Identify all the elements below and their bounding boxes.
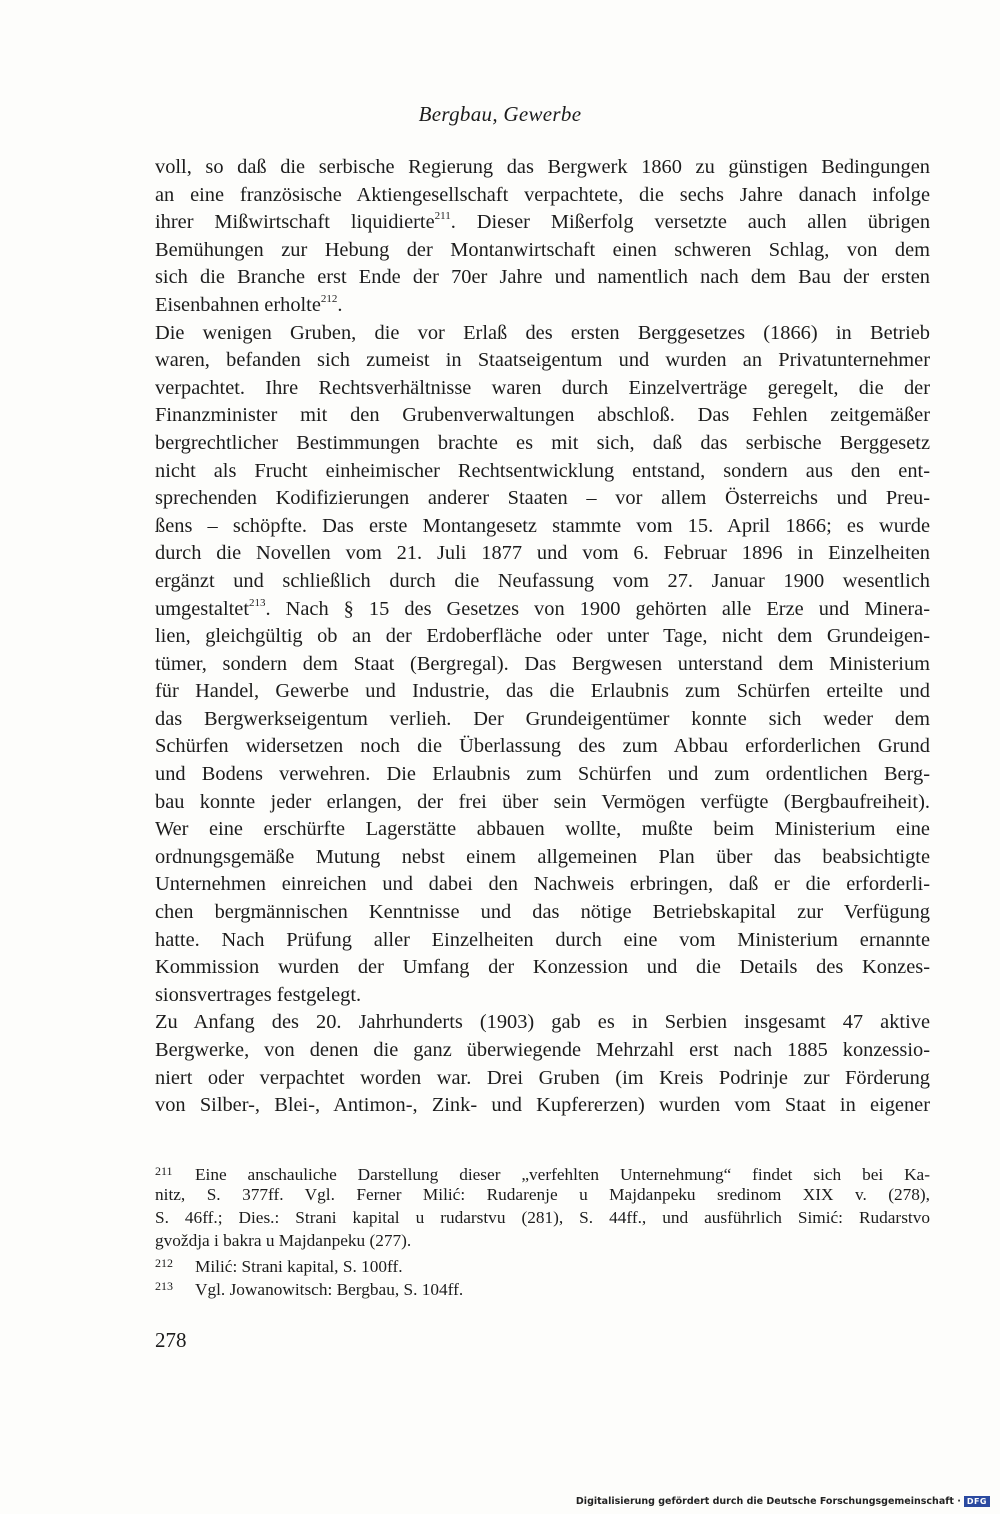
- body-line: [155, 899, 930, 927]
- body-line-text: von Silber-, Blei-, Antimon-, Zink- und Kupfererzen) wurden vom Staat in eigener: [155, 1094, 930, 1117]
- body-line-text: Bergwerke, von denen die ganz überwiegende Mehrzahl erst nach 1885 konzessio-: [155, 1039, 930, 1061]
- body-line: [155, 568, 930, 596]
- body-line: [155, 458, 930, 486]
- footnote-ref[interactable]: 212: [320, 292, 338, 305]
- page-number: 278: [155, 1328, 187, 1352]
- body-line-text: hatte. Nach Prüfung aller Einzelheiten durch eine vom Ministerium ernannte: [155, 928, 930, 951]
- footnote-line: [155, 1252, 930, 1275]
- body-text: [155, 154, 930, 1120]
- footnote-text: Vgl. Jowanowitsch: Bergbau, S. 104ff.: [195, 1280, 464, 1299]
- body-line-text: ergänzt und schließlich durch die Neufassung vom 27. Januar 1900 wesentlich: [155, 569, 930, 592]
- body-line: [155, 678, 930, 706]
- body-line: [155, 651, 930, 679]
- body-line-text: verpachtet. Ihre Rechtsverhältnisse waren durch Einzelverträge geregelt, die der: [155, 376, 930, 399]
- footer-text: Digitalisierung gefördert durch die Deutsche Forschungsgemeinschaft ·: [575, 1496, 961, 1507]
- body-line: [155, 816, 930, 844]
- footnote-ref[interactable]: 211: [434, 210, 451, 223]
- footnote-number: 212: [155, 1256, 173, 1270]
- body-line-text: umgestaltet: [155, 597, 249, 620]
- body-line-text: das Bergwerkseigentum verlieh. Der Grundeigentümer konnte sich weder dem: [155, 707, 930, 730]
- body-line-text: durch die Novellen vom 21. Juli 1877 und vom 6. Februar 1896 in Einzelheiten: [155, 542, 930, 565]
- body-line: [155, 320, 930, 348]
- body-line-text: bergrechtlicher Bestimmungen brachte es mit sich, daß das serbische Berggesetz: [155, 431, 930, 454]
- body-line-text: sionsvertrages festgelegt.: [155, 983, 362, 1006]
- body-line: [155, 927, 930, 955]
- body-line: [155, 789, 930, 817]
- footnote-text: nitz, S. 377ff. Vgl. Ferner Milić: Rudarenje u Majdanpeku sredinom XIX v. (278),: [155, 1185, 930, 1204]
- body-line-text: sich die Branche erst Ende der 70er Jahre und namentlich nach dem Bau der ersten: [155, 266, 930, 289]
- footnote-line: [155, 1275, 930, 1298]
- body-line-text: Unternehmen einreichen und dabei den Nachweis erbringen, daß er die erforderli-: [155, 873, 930, 896]
- body-line-text: lien, gleichgültig ob an der Erdoberfläche oder unter Tage, nicht dem Grundeigen-: [155, 625, 930, 648]
- footnote-line: [155, 1183, 930, 1206]
- body-line: [155, 1065, 930, 1093]
- body-line: [155, 1037, 930, 1065]
- body-line-text: niert oder verpachtet worden war. Drei Gruben (im Kreis Podrinje zur Förderung: [155, 1066, 930, 1089]
- body-line: [155, 209, 930, 237]
- body-line-text: an eine französische Aktiengesellschaft verpachtete, die sechs Jahre danach infolge: [155, 183, 930, 206]
- footnote-text: Milić: Strani kapital, S. 100ff.: [195, 1257, 403, 1276]
- body-line-text: waren, befanden sich zumeist in Staatseigentum und wurden an Privatunternehmer: [155, 349, 930, 372]
- body-line-text: Eisenbahnen erholte: [155, 293, 321, 316]
- body-line-text: ordnungsgemäße Mutung nebst einem allgemeinen Plan über das beabsichtigte: [155, 845, 930, 868]
- body-line: [155, 513, 930, 541]
- body-line: [155, 485, 930, 513]
- body-line: [155, 154, 930, 182]
- body-line-text: nicht als Frucht einheimischer Rechtsentwicklung entstand, sondern aus den ent-: [155, 459, 930, 482]
- body-line-text: ihrer Mißwirtschaft liquidierte: [155, 211, 435, 234]
- body-line-text: ßens – schöpfte. Das erste Montangesetz stammte vom 15. April 1866; es wurde: [155, 514, 930, 537]
- body-line-text: tümer, sondern dem Staat (Bergregal). Das Bergwesen unterstand dem Ministerium: [155, 652, 930, 675]
- body-line-text: Schürfen widersetzen noch die Überlassung des zum Abbau erforderlichen Grund: [155, 735, 930, 758]
- body-line: [155, 347, 930, 375]
- body-line: [155, 733, 930, 761]
- body-line-text: bau konnte jeder erlangen, der frei über sein Vermögen verfügte (Bergbaufreiheit).: [155, 790, 930, 813]
- body-line: [155, 540, 930, 568]
- body-line: [155, 623, 930, 651]
- body-line: [155, 430, 930, 458]
- body-line: [155, 596, 930, 624]
- body-line: [155, 844, 930, 872]
- dfg-logo: DFG: [964, 1496, 990, 1507]
- body-line-text: Finanzminister mit den Grubenverwaltungen abschloß. Das Fehlen zeitgemäßer: [155, 404, 930, 427]
- body-line: [155, 982, 930, 1010]
- body-line-text: . Dieser Mißerfolg versetzte auch allen übrigen: [450, 211, 931, 234]
- body-line-text: Die wenigen Gruben, die vor Erlaß des ersten Berggesetzes (1866) in Betrieb: [155, 321, 930, 344]
- body-line: [155, 182, 930, 210]
- footnote-number: 213: [155, 1279, 173, 1293]
- body-line: [155, 292, 930, 320]
- footnote-text: S. 46ff.; Dies.: Strani kapital u rudarstvu (281), S. 44ff., und ausführlich Simić: Rudarstvo: [155, 1208, 930, 1227]
- body-line: [155, 871, 930, 899]
- body-line-text: und Bodens verwehren. Die Erlaubnis zum Schürfen und zum ordentlichen Berg-: [155, 763, 930, 786]
- body-line-text: Bemühungen zur Hebung der Montanwirtschaft einen schweren Schlag, von dem: [155, 238, 930, 261]
- body-line-text: sprechenden Kodifizierungen anderer Staaten – vor allem Österreichs und Preu-: [155, 487, 930, 510]
- footnote-line: [155, 1160, 930, 1183]
- footnotes: [155, 1160, 930, 1298]
- footnote-ref[interactable]: 213: [249, 596, 266, 609]
- body-line: [155, 264, 930, 292]
- body-line: [155, 375, 930, 403]
- dfg-footer: [576, 1496, 990, 1507]
- footnote-line: [155, 1206, 930, 1229]
- body-line: [155, 706, 930, 734]
- footnote-text: Eine anschauliche Darstellung dieser „verfehlten Unternehmung“ findet sich bei Ka-: [195, 1165, 930, 1184]
- body-line: [155, 237, 930, 265]
- body-line-text: Zu Anfang des 20. Jahrhunderts (1903) gab es in Serbien insgesamt 47 aktive: [155, 1011, 930, 1034]
- footnote-line: [155, 1229, 930, 1252]
- body-line: [155, 1092, 930, 1120]
- body-line-text: Wer eine erschürfte Lagerstätte abbauen wollte, mußte beim Ministerium eine: [155, 818, 930, 841]
- body-line-text: chen bergmännischen Kenntnisse und das nötige Betriebskapital zur Verfügung: [155, 901, 930, 924]
- body-line: [155, 402, 930, 430]
- body-line: [155, 761, 930, 789]
- body-line-text: für Handel, Gewerbe und Industrie, das die Erlaubnis zum Schürfen erteilte und: [155, 680, 930, 703]
- body-line: [155, 1009, 930, 1037]
- body-line-text: voll, so daß die serbische Regierung das Bergwerk 1860 zu günstigen Bedingungen: [155, 156, 930, 178]
- body-line-text: . Nach § 15 des Gesetzes von 1900 gehörten alle Erze und Minera-: [265, 597, 930, 620]
- body-line: [155, 954, 930, 982]
- body-line-text: Kommission wurden der Umfang der Konzession und die Details des Konzes-: [155, 956, 930, 979]
- footnote-text: gvoždja i bakra u Majdanpeku (277).: [155, 1231, 412, 1250]
- footnote-number: 211: [155, 1164, 173, 1178]
- running-head: Bergbau, Gewerbe: [418, 102, 582, 126]
- body-line-text: .: [337, 293, 343, 316]
